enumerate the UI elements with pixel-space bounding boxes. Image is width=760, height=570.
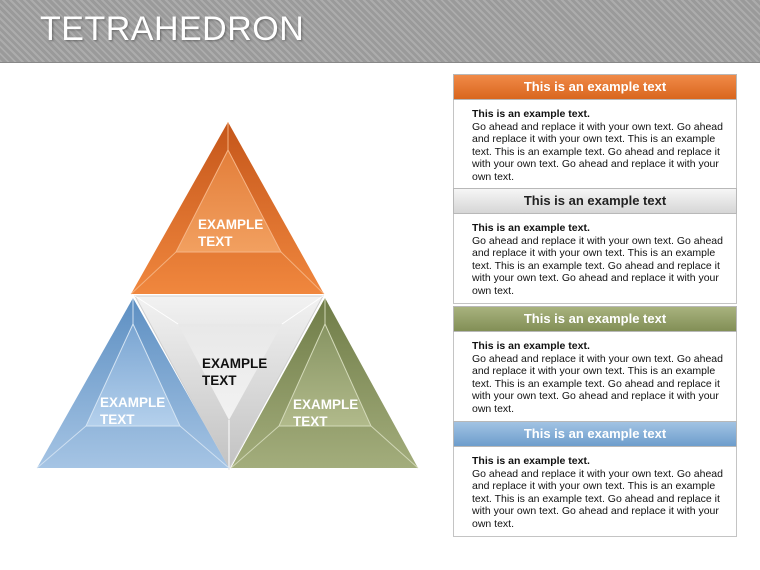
panel-body [453,447,737,537]
top-face-orange [131,122,324,294]
text-panel-blue [453,421,737,537]
panel-header: This is an example text [453,74,737,100]
text-panel-green [453,306,737,422]
panel-body-text: Go ahead and replace it with your own text. Go ahead and replace it with your own text. This is an example text. This is an example text. Go ahead and replace it with your own text. Go ahead and replace it with your own text. [472,234,723,297]
panel-body-title: This is an example text. [472,108,590,120]
panel-body [453,214,737,304]
panel-body-text: Go ahead and replace it with your own text. Go ahead and replace it with your own text. This is an example text. This is an example text. Go ahead and replace it with your own text. Go ahead and replace it with your own text. [472,352,723,415]
panel-body-title: This is an example text. [472,340,590,352]
right-label-line2: TEXT [293,414,328,429]
panel-body-text: Go ahead and replace it with your own text. Go ahead and replace it with your own text. This is an example text. This is an example text. Go ahead and replace it with your own text. Go ahead and replace it with your own text. [472,120,723,183]
center-label-line2: TEXT [202,373,237,388]
panel-header: This is an example text [453,421,737,447]
panel-header: This is an example text [453,306,737,332]
slide-title: TETRAHEDRON [40,10,305,48]
panel-body-title: This is an example text. [472,222,590,234]
panel-body [453,332,737,422]
panel-body [453,100,737,190]
top-label-line2: TEXT [198,234,233,249]
tetrahedron-diagram [0,62,440,482]
panel-body-text: Go ahead and replace it with your own text. Go ahead and replace it with your own text. This is an example text. This is an example text. Go ahead and replace it with your own text. Go ahead and replace it with your own text. [472,467,723,530]
top-label-line1: EXAMPLE [198,217,264,232]
left-label-line1: EXAMPLE [100,395,166,410]
center-label-line1: EXAMPLE [202,356,268,371]
text-panel-gray [453,188,737,304]
panel-header: This is an example text [453,188,737,214]
right-label-line1: EXAMPLE [293,397,359,412]
title-bar [0,0,760,63]
panel-body-title: This is an example text. [472,455,590,467]
text-panel-orange [453,74,737,190]
left-label-line2: TEXT [100,412,135,427]
